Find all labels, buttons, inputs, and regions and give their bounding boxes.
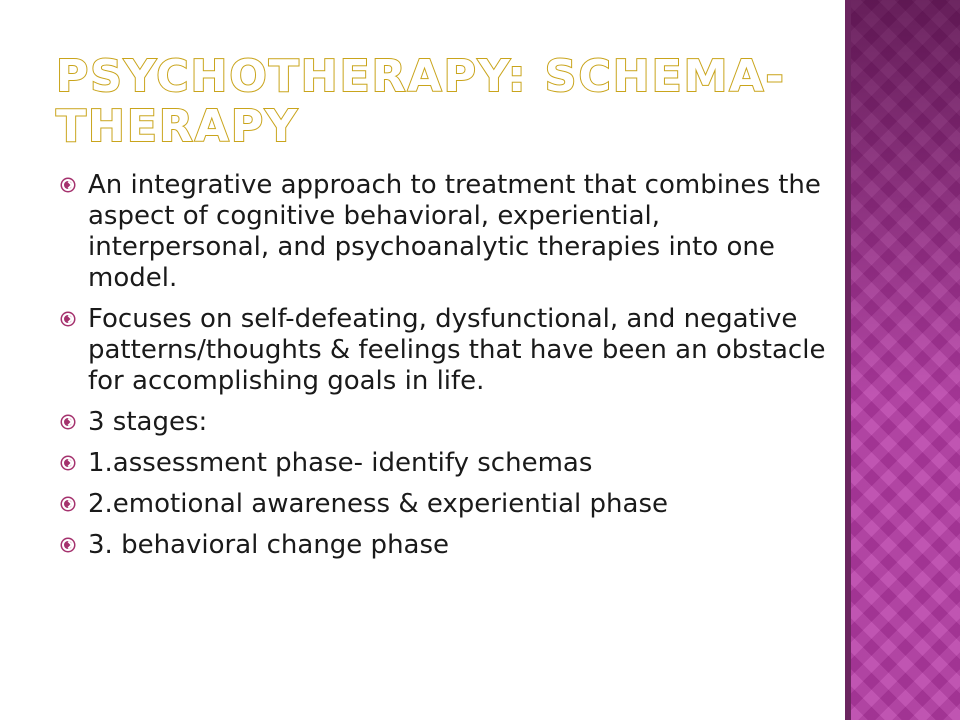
slide-title: PSYCHOTHERAPY: SCHEMA-THERAPY <box>56 51 786 152</box>
bullet-item <box>62 407 832 438</box>
circled-chevron-right-icon <box>62 179 74 191</box>
bullet-item <box>62 530 832 561</box>
circled-chevron-right-icon <box>62 457 74 469</box>
circled-chevron-right-icon <box>62 416 74 428</box>
bullet-text: Focuses on self-defeating, dysfunctional, and negative patterns/thoughts & feelings that have been an obstacle for accomplishing goals in life. <box>88 304 826 396</box>
bullet-item <box>62 448 832 479</box>
decorative-side-panel <box>851 0 960 720</box>
bullet-text: 1.assessment phase- identify schemas <box>88 448 593 478</box>
bullet-text: 3. behavioral change phase <box>88 530 450 560</box>
bullet-text: 2.emotional awareness & experiential phase <box>88 489 668 519</box>
bullet-item <box>62 304 832 397</box>
bullet-item <box>62 489 832 520</box>
circled-chevron-right-icon <box>62 498 74 510</box>
bullet-text: An integrative approach to treatment that combines the aspect of cognitive behavioral, experiential, interpersonal, and psychoanalytic therapies into one model. <box>88 170 821 293</box>
circled-chevron-right-icon <box>62 539 74 551</box>
bullet-text: 3 stages: <box>88 407 208 437</box>
bullet-item <box>62 170 832 294</box>
bullet-list <box>62 170 832 571</box>
circled-chevron-right-icon <box>62 313 74 325</box>
